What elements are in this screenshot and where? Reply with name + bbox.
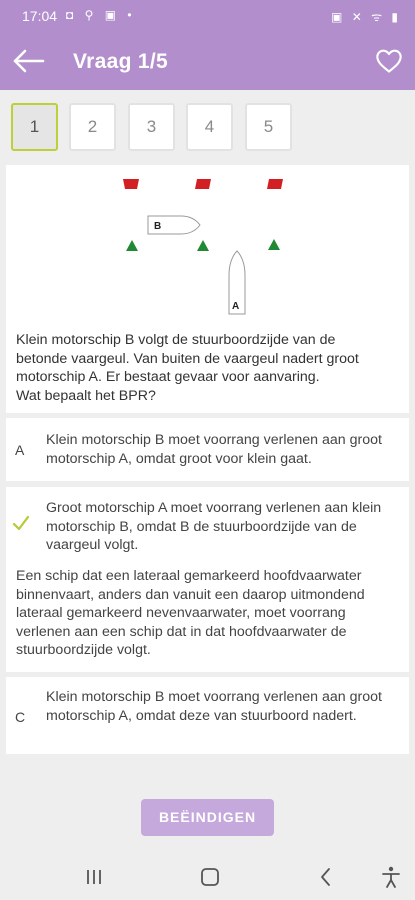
- question-card: [6, 165, 409, 413]
- home-icon[interactable]: [197, 864, 223, 890]
- question-tab-4[interactable]: 4: [186, 103, 233, 151]
- checkmark-icon: [12, 515, 30, 531]
- back-arrow-icon[interactable]: [12, 44, 46, 78]
- chevron-left-icon[interactable]: [313, 864, 339, 890]
- question-tab-3[interactable]: 3: [128, 103, 175, 151]
- green-buoy: [268, 239, 280, 250]
- red-buoy: [195, 179, 211, 189]
- recents-icon[interactable]: [81, 864, 107, 890]
- ship-b-label: B: [154, 221, 162, 232]
- answer-letter: A: [15, 442, 25, 458]
- app-bar: [0, 32, 415, 90]
- notification-icons: ◘ ⚲ ▣ •: [66, 8, 136, 22]
- red-buoy: [123, 179, 139, 189]
- green-buoy: [126, 240, 138, 251]
- question-tab-1[interactable]: 1: [11, 103, 58, 151]
- system-icons: ▣ ✕ ᯤ ▮: [331, 10, 401, 24]
- answer-option-a[interactable]: [6, 418, 409, 481]
- answer-explanation: Een schip dat een lateraal gemarkeerd hoofdvaarwater binnenvaart, anders dan vanuit een daarop uitmondend lateraal gemarkeerd nevenvaarwater, moet voorrang verlenen aan een schip dat in dat hoofdvaarwater de stuurboordzijde volgt.: [16, 568, 365, 658]
- question-tab-5[interactable]: 5: [245, 103, 292, 151]
- heart-icon[interactable]: [375, 47, 403, 75]
- red-buoy: [267, 179, 283, 189]
- accessibility-icon[interactable]: [378, 864, 404, 890]
- system-nav-bar: [0, 852, 415, 900]
- finish-button[interactable]: BEËINDIGEN: [141, 799, 274, 836]
- answer-option-b[interactable]: [6, 487, 409, 672]
- page-title: Vraag 1/5: [73, 50, 168, 73]
- ship-a-label: A: [232, 301, 240, 312]
- green-buoy: [197, 240, 209, 251]
- fairway-diagram: [6, 165, 409, 325]
- question-tab-2[interactable]: 2: [69, 103, 116, 151]
- status-bar: [0, 0, 415, 32]
- question-text: Klein motorschip B volgt de stuurboordzijde van de betonde vaargeul. Van buiten de vaargeul nadert groot motorschip A. Er bestaat gevaar voor aanvaring. Wat bepaalt het BPR?: [16, 332, 359, 404]
- answer-text: Klein motorschip B moet voorrang verlenen aan groot motorschip A, omdat deze van stuurboord nadert.: [46, 689, 382, 724]
- answer-option-c[interactable]: [6, 677, 409, 754]
- status-time: 17:04: [22, 8, 58, 24]
- answer-letter: C: [15, 709, 26, 725]
- answer-text: Groot motorschip A moet voorrang verlenen aan klein motorschip B, omdat B de stuurboordzijde van de vaargeul volgt.: [46, 500, 382, 553]
- answer-text: Klein motorschip B moet voorrang verlenen aan groot motorschip A, omdat groot voor klein gaat.: [46, 432, 382, 467]
